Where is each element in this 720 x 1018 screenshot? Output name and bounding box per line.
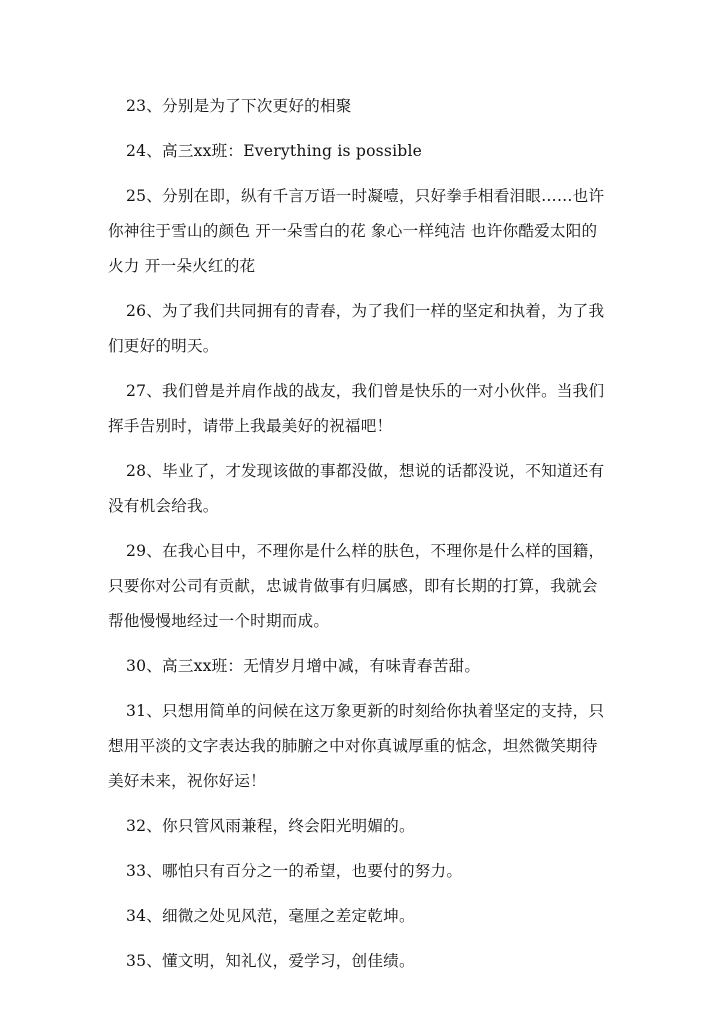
paragraph-31: 31、只想用简单的问候在这万象更新的时刻给你执着坚定的支持，只想用平淡的文字表达我的肺腑之中对你真诚厚重的惦念，坦然微笑期待美好未来，祝你好运！: [108, 702, 605, 790]
paragraph-29: 29、在我心目中，不理你是什么样的肤色，不理你是什么样的国籍，只要你对公司有贡献，忠诚肯做事有归属感，即有长期的打算，我就会帮他慢慢地经过一个时期而成。: [108, 542, 605, 630]
paragraph-32: 32、你只管风雨兼程，终会阳光明媚的。: [126, 817, 415, 835]
paragraph-27: 27、我们曾是并肩作战的战友，我们曾是快乐的一对小伙伴。当我们挥手告别时，请带上我最美好的祝福吧！: [108, 382, 605, 435]
paragraph-23: 23、分别是为了下次更好的相聚: [126, 97, 352, 115]
paragraph-35: 35、懂文明，知礼仪，爱学习，创佳绩。: [126, 952, 415, 970]
paragraph-33: 33、哪怕只有百分之一的希望，也要付的努力。: [126, 862, 463, 880]
paragraph-24: 24、高三xx班：Everything is possible: [126, 142, 423, 160]
paragraph-30: 30、高三xx班：无情岁月增中减，有味青春苦甜。: [126, 657, 481, 675]
paragraph-28: 28、毕业了，才发现该做的事都没做，想说的话都没说，不知道还有没有机会给我。: [108, 462, 605, 515]
paragraph-34: 34、细微之处见风范，毫厘之差定乾坤。: [126, 907, 415, 925]
paragraph-26: 26、为了我们共同拥有的青春，为了我们一样的坚定和执着，为了我们更好的明天。: [108, 302, 605, 355]
paragraph-25: 25、分别在即，纵有千言万语一时凝噎，只好拳手相看泪眼……也许你神往于雪山的颜色 开一朵雪白的花 象心一样纯洁 也许你酷爱太阳的火力 开一朵火红的花: [108, 187, 605, 275]
document-body: [108, 89, 613, 989]
